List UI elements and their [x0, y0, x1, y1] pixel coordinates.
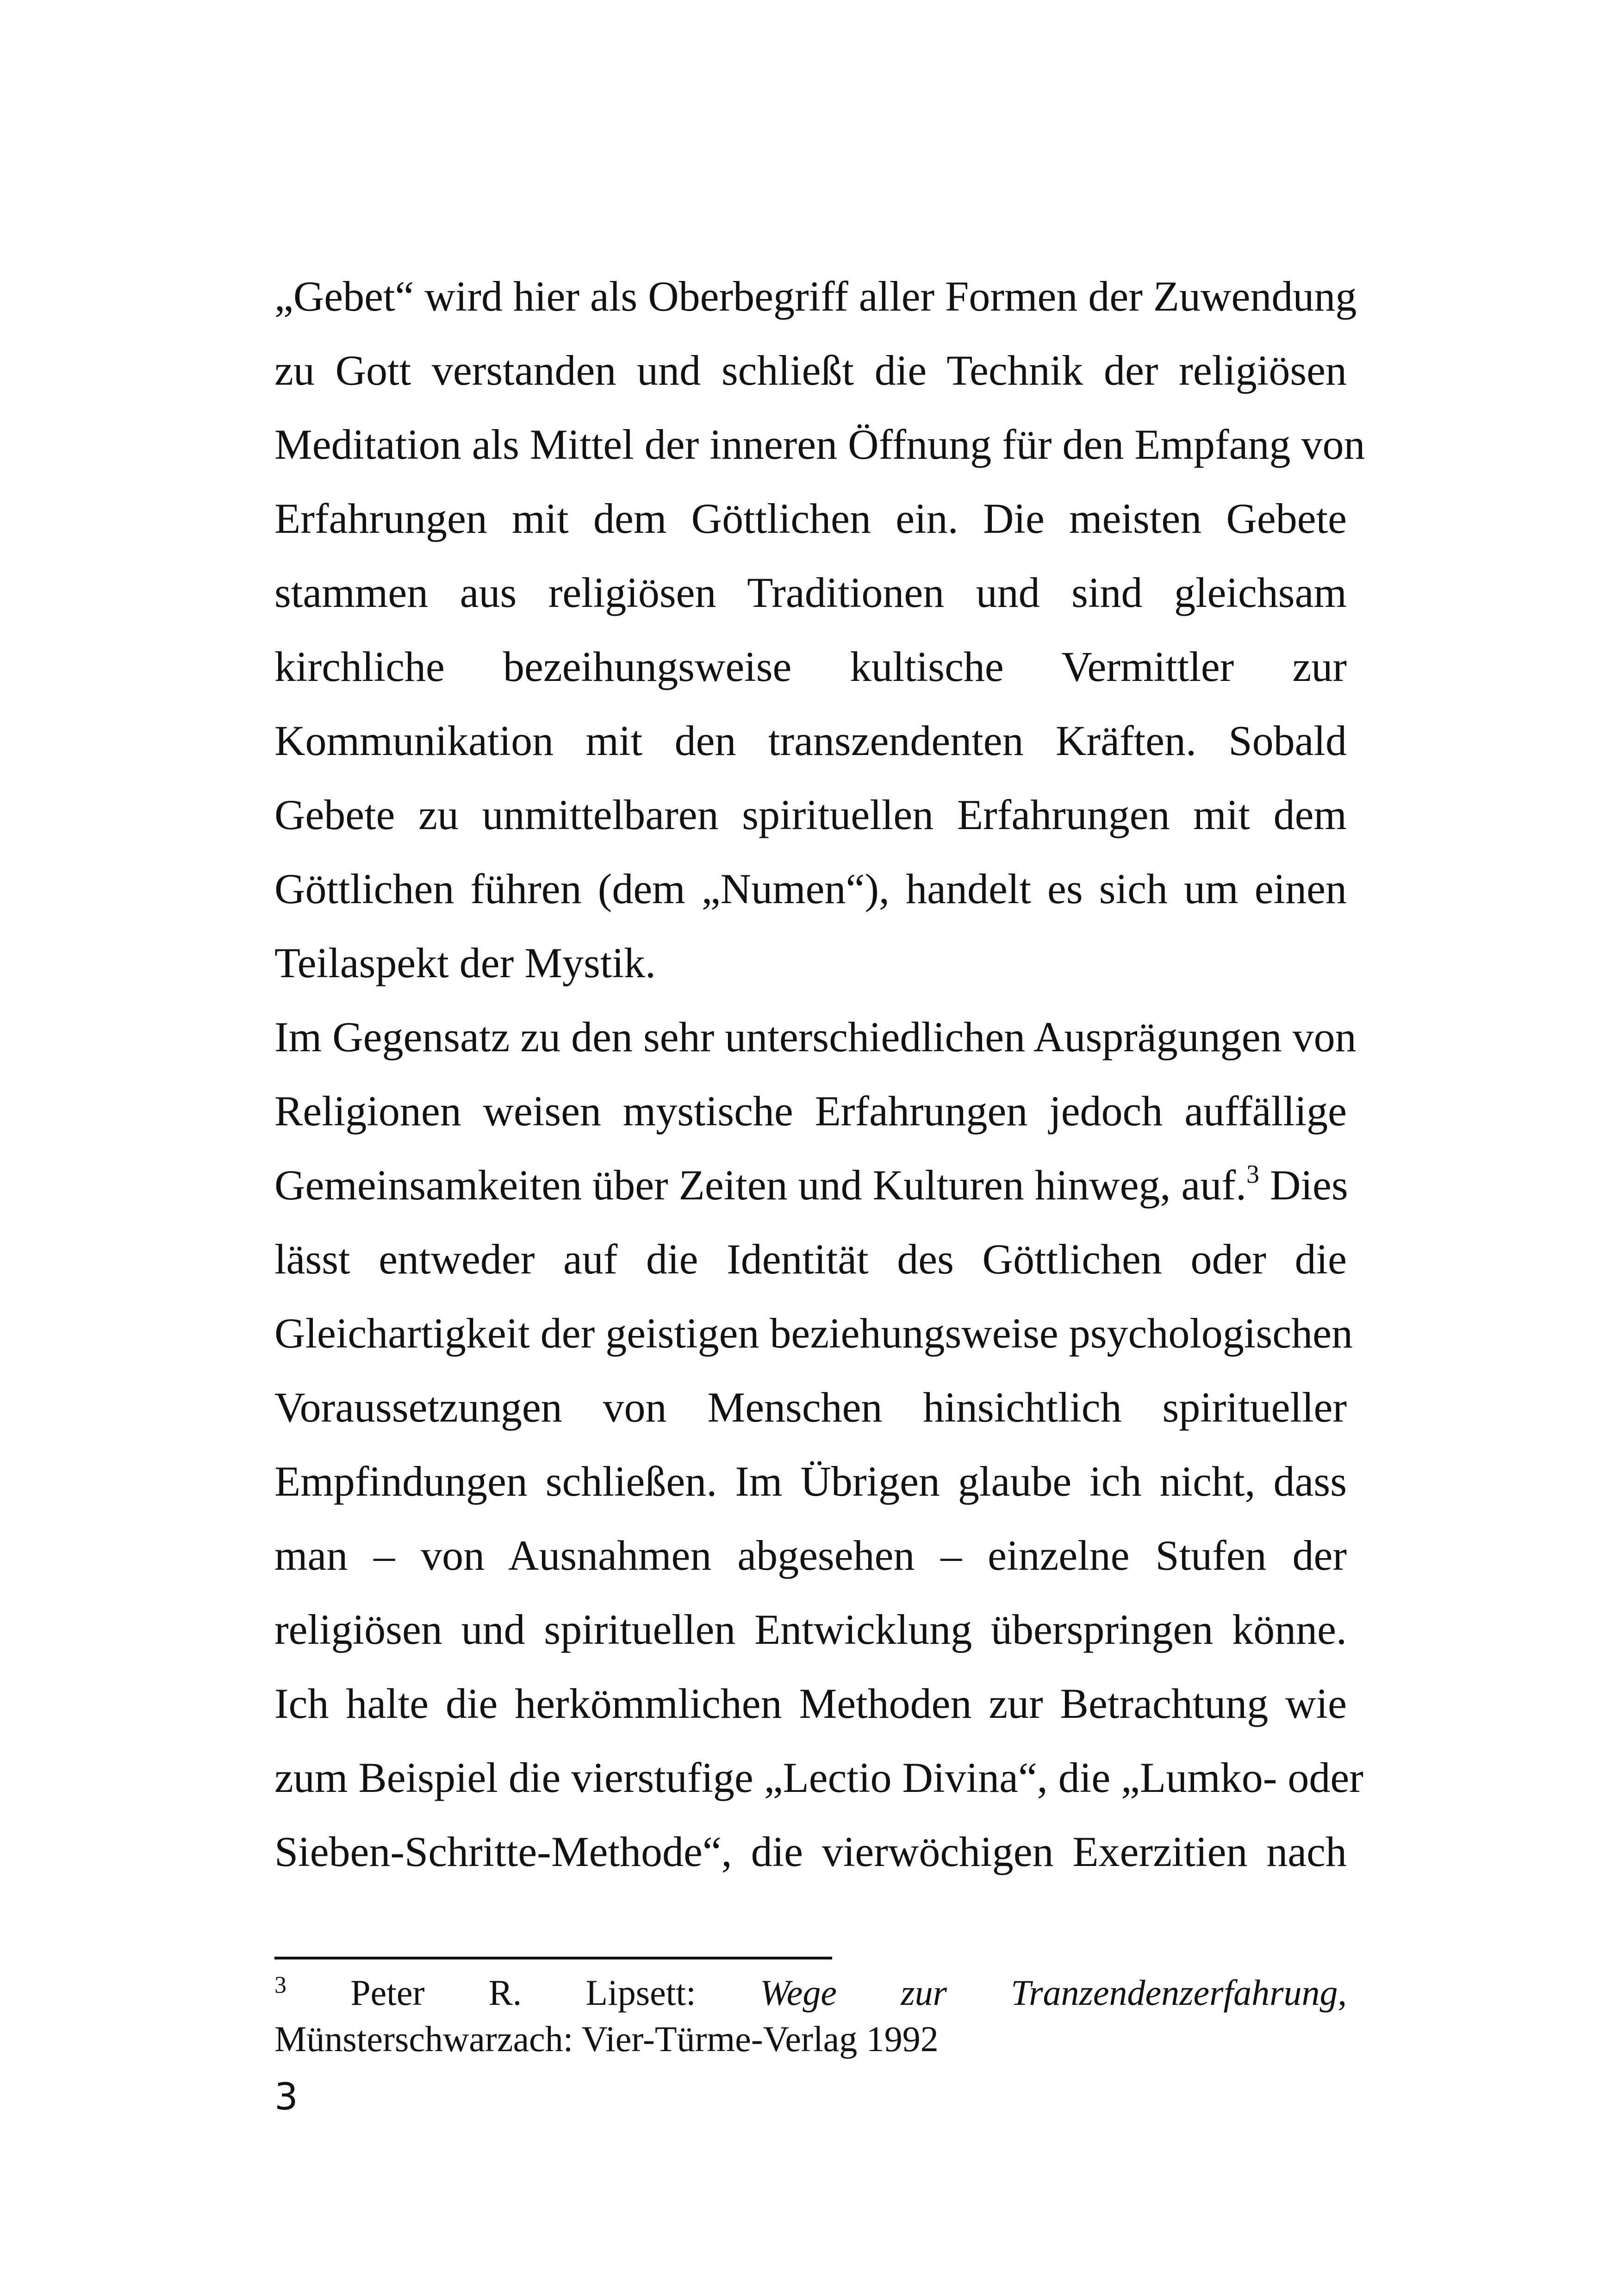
text-segment: Gemeinsamkeiten über Zeiten und Kulturen hinweg, auf.: [274, 1161, 1247, 1209]
footnote-separator: [274, 1957, 832, 1959]
text-line: religiösen und spirituellen Entwicklung überspringen könne.: [274, 1606, 1347, 1653]
text-line: man – von Ausnahmen abgesehen – einzelne Stufen der: [274, 1532, 1347, 1579]
text-line: Gleichartigkeit der geistigen beziehungsweise psychologischen: [274, 1310, 1353, 1357]
text-line-with-footnote-ref: [274, 1148, 1347, 1222]
footnote-mark: 3: [274, 1972, 286, 1998]
footnote-line: Münsterschwarzach: Vier-Türme-Verlag 1992: [274, 2019, 939, 2059]
text-line: Voraussetzungen von Menschen hinsichtlich spiritueller: [274, 1384, 1347, 1431]
text-line: Ich halte die herkömmlichen Methoden zur Betrachtung wie: [274, 1680, 1347, 1727]
text-line: Gebete zu unmittelbaren spirituellen Erfahrungen mit dem: [274, 791, 1347, 838]
text-line: Im Gegensatz zu den sehr unterschiedlichen Ausprägungen von: [274, 1013, 1357, 1061]
text-line: „Gebet“ wird hier als Oberbegriff aller Formen der Zuwendung: [274, 273, 1357, 320]
footnote-title: Wege zur Tranzendenzerfahrung: [759, 1972, 1338, 2013]
text-line: Teilaspekt der Mystik.: [274, 939, 656, 986]
text-line: Empfindungen schließen. Im Übrigen glaube ich nicht, dass: [274, 1458, 1347, 1505]
text-segment: Dies: [1259, 1161, 1348, 1209]
text-line: lässt entweder auf die Identität des Göttlichen oder die: [274, 1235, 1347, 1283]
page-number: 3: [274, 2075, 298, 2118]
text-line: zum Beispiel die vierstufige „Lectio Divina“, die „Lumko- oder: [274, 1754, 1363, 1801]
text-line: Erfahrungen mit dem Göttlichen ein. Die meisten Gebete: [274, 495, 1347, 542]
footnote-punctuation: ,: [1338, 1972, 1347, 2013]
text-line: stammen aus religiösen Traditionen und sind gleichsam: [274, 569, 1347, 616]
footnote-author: Peter R. Lipsett:: [350, 1972, 696, 2013]
text-line: Religionen weisen mystische Erfahrungen jedoch auffällige: [274, 1087, 1347, 1135]
footnote-reference[interactable]: 3: [1246, 1160, 1260, 1189]
text-line: Göttlichen führen (dem „Numen“), handelt es sich um einen: [274, 865, 1347, 912]
text-line: Meditation als Mittel der inneren Öffnung für den Empfang von: [274, 421, 1365, 468]
footnote-line: [274, 1970, 1347, 2016]
text-line: kirchliche bezeihungsweise kultische Vermittler zur: [274, 643, 1347, 690]
text-line: zu Gott verstanden und schließt die Technik der religiösen: [274, 347, 1347, 394]
text-line: Sieben-Schritte-Methode“, die vierwöchigen Exerzitien nach: [274, 1828, 1347, 1875]
text-line: Kommunikation mit den transzendenten Kräften. Sobald: [274, 717, 1347, 764]
